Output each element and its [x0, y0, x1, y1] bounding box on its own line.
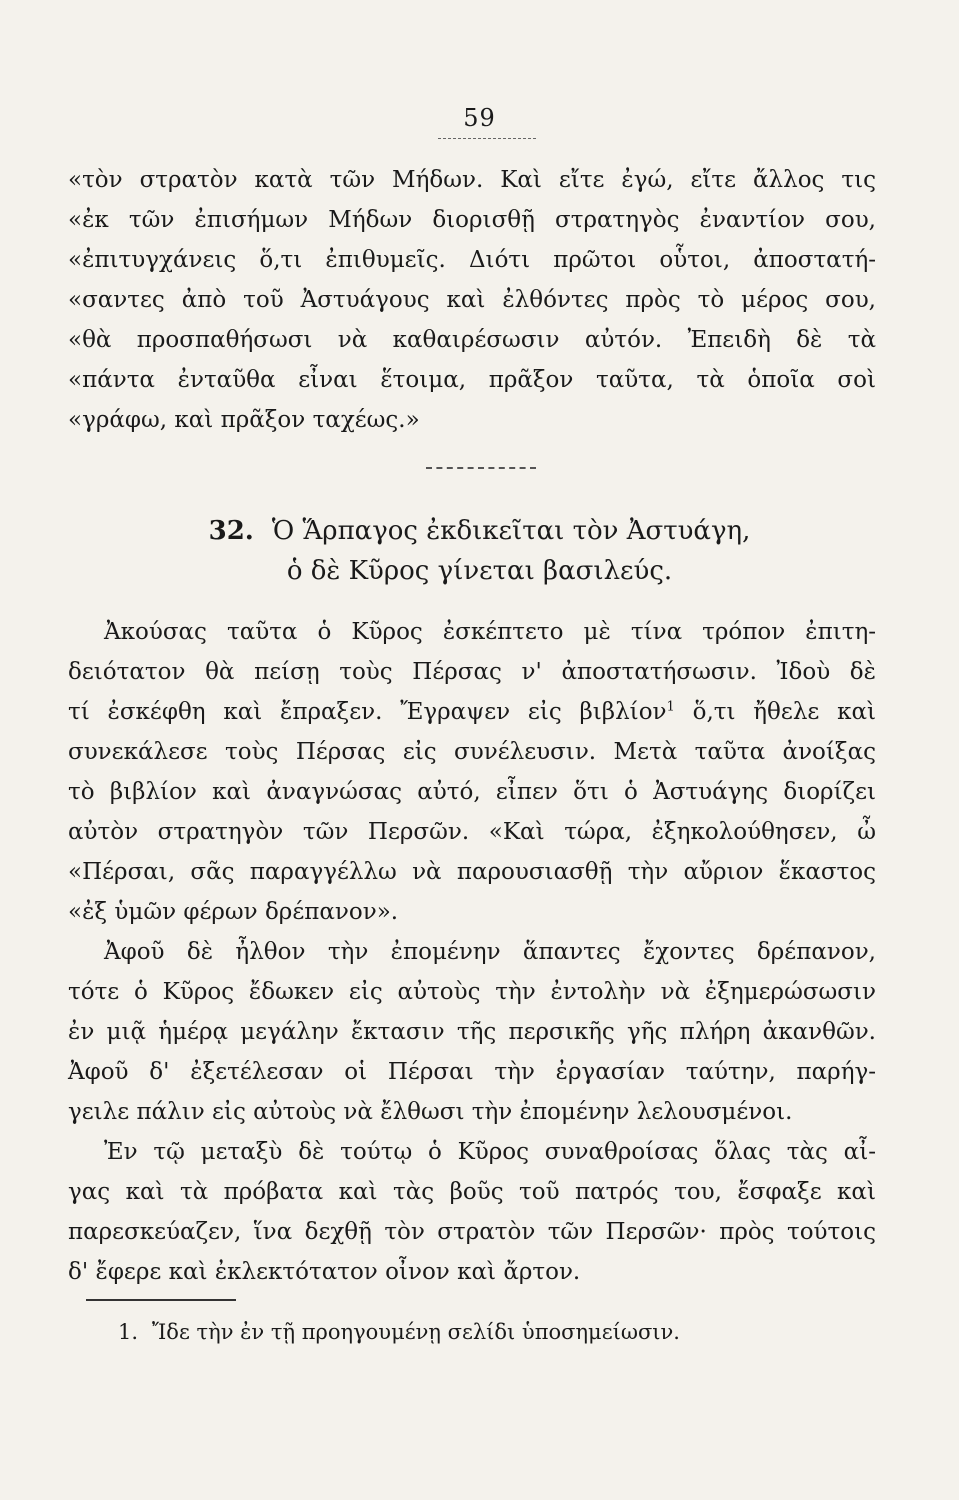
text-line: τότε ὁ Κῦρος ἔδωκεν εἰς αὐτοὺς τὴν ἐντολὴν νὰ ἐξημερώσωσιν	[68, 979, 876, 1005]
text-segment: τί ἐσκέφθη καὶ ἔπραξεν. Ἔγραψεν εἰς βιβλίον	[68, 699, 667, 725]
section-title-line2: ὁ δὲ Κῦρος γίνεται βασιλεύς.	[286, 556, 673, 586]
footnote-rule	[86, 1299, 236, 1301]
text-line: Ἀφοῦ δὲ ἦλθον τὴν ἐπομένην ἅπαντες ἔχοντες δρέπανον,	[104, 939, 876, 965]
text-line: «ἐξ ὑμῶν φέρων δρέπανον».	[68, 899, 399, 925]
text-line: δειότατον θὰ πείσῃ τοὺς Πέρσας ν' ἀποστατήσωσιν. Ἰδοὺ δὲ	[68, 659, 876, 685]
text-segment: ὅ,τι ἤθελε καὶ	[674, 699, 877, 725]
section-title-line1: Ὁ Ἅρπαγος ἐκδικεῖται τὸν Ἀστυάγη,	[271, 516, 751, 546]
footnote	[118, 1318, 680, 1346]
section-heading-line2	[0, 554, 959, 588]
text-line: «πάντα ἐνταῦθα εἶναι ἕτοιμα, πρᾶξον ταῦτα, τὰ ὁποῖα σοὶ	[68, 367, 876, 393]
text-line: δ' ἔφερε καὶ ἐκλεκτότατον οἶνον καὶ ἄρτον.	[68, 1259, 581, 1285]
text-line: γας καὶ τὰ πρόβατα καὶ τὰς βοῦς τοῦ πατρός του, ἔσφαξε καὶ	[68, 1179, 876, 1205]
text-line: «γράφω, καὶ πρᾶξον ταχέως.»	[68, 407, 420, 433]
text-line: «ἐκ τῶν ἐπισήμων Μήδων διορισθῇ στρατηγὸς ἐναντίον σου,	[68, 207, 876, 233]
text-line: γειλε πάλιν εἰς αὐτοὺς νὰ ἔλθωσι τὴν ἐπομένην λελουσμένοι.	[68, 1099, 793, 1125]
text-line: αὐτὸν στρατηγὸν τῶν Περσῶν. «Καὶ τώρα, ἐξηκολούθησεν, ὦ	[68, 819, 876, 845]
text-line: παρεσκεύαζεν, ἵνα δεχθῇ τὸν στρατὸν τῶν Περσῶν· πρὸς τούτοις	[68, 1219, 876, 1245]
text-line: Ἐν τῷ μεταξὺ δὲ τούτῳ ὁ Κῦρος συναθροίσας ὅλας τὰς αἶ-	[104, 1139, 876, 1165]
page-number: 59	[463, 104, 496, 132]
text-line: «ἐπιτυγχάνεις ὅ,τι ἐπιθυμεῖς. Διότι πρῶτοι οὗτοι, ἀποστατή-	[68, 247, 876, 273]
section-divider	[426, 467, 536, 469]
section-heading	[0, 514, 959, 548]
section-number: 32.	[208, 516, 254, 546]
footnote-reference: 1	[666, 699, 675, 715]
text-line: Ἀφοῦ δ' ἐξετέλεσαν οἱ Πέρσαι τὴν ἐργασίαν ταύτην, παρήγ-	[68, 1059, 876, 1085]
text-line: «θὰ προσπαθήσωσι νὰ καθαιρέσωσιν αὐτόν. Ἐπειδὴ δὲ τὰ	[68, 327, 876, 353]
text-line: «σαντες ἀπὸ τοῦ Ἀστυάγους καὶ ἐλθόντες πρὸς τὸ μέρος σου,	[68, 287, 876, 313]
text-line: συνεκάλεσε τοὺς Πέρσας εἰς συνέλευσιν. Μετὰ ταῦτα ἀνοίξας	[68, 739, 876, 765]
text-line: Ἀκούσας ταῦτα ὁ Κῦρος ἐσκέπτετο μὲ τίνα τρόπον ἐπιτη-	[104, 619, 876, 645]
text-line: «Πέρσαι, σᾶς παραγγέλλω νὰ παρουσιασθῇ τὴν αὔριον ἕκαστος	[68, 859, 876, 885]
text-line: «τὸν στρατὸν κατὰ τῶν Μήδων. Καὶ εἴτε ἐγώ, εἴτε ἄλλος τις	[68, 167, 876, 193]
text-line	[68, 697, 876, 727]
page-number-rule	[438, 138, 536, 139]
footnote-text: Ἴδε τὴν ἐν τῇ προηγουμένῃ σελίδι ὑποσημείωσιν.	[152, 1320, 680, 1344]
footnote-marker: 1.	[118, 1320, 139, 1344]
text-line: ἐν μιᾷ ἡμέρᾳ μεγάλην ἔκτασιν τῆς περσικῆς γῆς πλήρη ἀκανθῶν.	[68, 1019, 876, 1045]
text-line: τὸ βιβλίον καὶ ἀναγνώσας αὐτό, εἶπεν ὅτι ὁ Ἀστυάγης διορίζει	[68, 779, 876, 805]
